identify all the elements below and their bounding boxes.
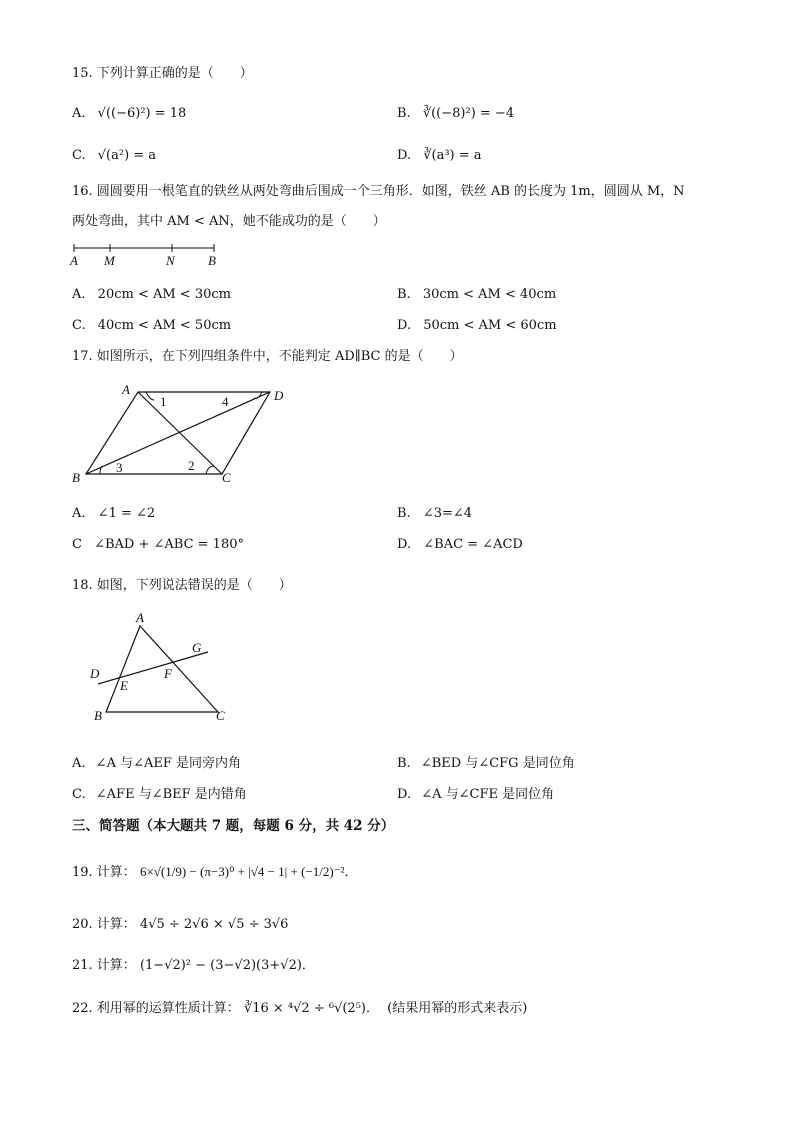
q18-triangle-figure — [84, 608, 244, 728]
angle-1-label: 1 — [160, 394, 167, 409]
option-expr: ∠A 与∠AEF 是同旁内角 — [95, 756, 242, 771]
option-expr: 30cm < AM < 40cm — [422, 287, 557, 302]
q21-expr: (1−√2)² − (3−√2)(3+√2)． — [139, 958, 315, 973]
option-label: A. — [72, 106, 86, 121]
q16-option-c[interactable] — [72, 318, 231, 334]
option-label: C. — [72, 148, 86, 163]
option-expr: ∠AFE 与∠BEF 是内错角 — [95, 787, 247, 802]
point-c: C — [216, 708, 225, 723]
point-d: D — [90, 666, 100, 681]
q21-number: 21. 计算： — [72, 958, 136, 973]
q16-stem-line1: 16. 圆圆要用一根笔直的铁丝从两处弯曲后围成一个三角形．如图，铁丝 AB 的长度为 1m，圆圆从 M，N — [72, 184, 685, 199]
vertex-d: D — [274, 388, 284, 403]
triangle-abc — [106, 626, 218, 712]
option-expr: 50cm < AM < 60cm — [423, 318, 557, 333]
q22-number: 22. 利用幂的运算性质计算： — [72, 1001, 240, 1016]
q18-option-c[interactable] — [72, 787, 247, 803]
option-expr: ∠BED 与∠CFG 是同位角 — [420, 756, 575, 771]
option-expr: ∛(a³) = a — [423, 148, 482, 163]
option-label: C. — [72, 787, 86, 802]
q22-note: (结果用幂的形式来表示) — [387, 1001, 528, 1016]
diagonal-bd — [86, 392, 270, 474]
label-n: N — [166, 253, 175, 268]
angle-3-label: 3 — [116, 460, 123, 475]
option-expr: 40cm < AM < 50cm — [97, 318, 232, 333]
q17-option-c[interactable] — [72, 537, 244, 553]
label-b: B — [208, 253, 216, 268]
vertex-a: A — [122, 382, 130, 397]
q22 — [72, 1001, 527, 1017]
section-3-title: 三、简答题（本大题共 7 题，每题 6 分，共 42 分） — [72, 818, 395, 834]
angle-4-label: 4 — [222, 394, 229, 409]
vertex-b: B — [72, 470, 80, 485]
angle-4-arc — [254, 392, 262, 398]
option-expr: ∛((−8)²) = −4 — [422, 106, 515, 121]
option-label: B. — [397, 106, 411, 121]
point-f: F — [164, 666, 172, 681]
option-expr: ∠BAD + ∠ABC = 180° — [94, 537, 244, 552]
point-b: B — [94, 708, 102, 723]
q18-option-d[interactable] — [397, 787, 554, 803]
option-expr: √((−6)²) = 18 — [97, 106, 187, 121]
q17-stem: 17. 如图所示，在下列四组条件中，不能判定 AD∥BC 的是（ ） — [72, 349, 463, 364]
q18-option-a[interactable] — [72, 756, 241, 772]
option-label: D. — [397, 787, 412, 802]
point-g: G — [192, 640, 202, 655]
option-expr: ∠BAC = ∠ACD — [423, 537, 523, 552]
option-label: A. — [72, 506, 86, 521]
option-expr: ∠A 与∠CFE 是同位角 — [421, 787, 555, 802]
q19-number: 19. 计算： — [72, 865, 136, 880]
q18-stem: 18. 如图，下列说法错误的是（ ） — [72, 578, 292, 593]
q17-option-d[interactable] — [397, 537, 523, 553]
q17-option-a[interactable] — [72, 506, 155, 522]
option-label: B. — [397, 287, 411, 302]
option-expr: √(a²) = a — [97, 148, 157, 163]
option-expr: ∠1 = ∠2 — [97, 506, 156, 521]
q18-option-b[interactable] — [397, 756, 575, 772]
option-label: D. — [397, 148, 412, 163]
q16-segment-figure — [66, 240, 226, 270]
q15-option-d[interactable] — [397, 148, 482, 164]
diagonal-ac — [138, 392, 222, 474]
q20-expr: 4√5 ÷ 2√6 × √5 ÷ 3√6 — [139, 917, 289, 932]
option-label: D. — [397, 537, 412, 552]
q20 — [72, 917, 288, 933]
q16-option-d[interactable] — [397, 318, 557, 334]
q22-expr: ∛16 × ⁴√2 ÷ ⁶√(2⁵)． — [243, 1001, 379, 1016]
q16-option-a[interactable] — [72, 287, 231, 303]
option-label: C — [72, 537, 82, 552]
line-dg — [98, 652, 208, 684]
q19-expr: 6×√(1/9) − (π−3)⁰ + |√4 − 1| + (−1/2)⁻²． — [139, 864, 358, 879]
q16-stem-line2: 两处弯曲，其中 AM < AN，她不能成功的是（ ） — [72, 214, 386, 229]
q15-option-b[interactable] — [397, 106, 514, 122]
vertex-c: C — [222, 470, 231, 485]
option-label: A. — [72, 756, 86, 771]
q21 — [72, 958, 315, 974]
q15-option-c[interactable] — [72, 148, 156, 164]
angle-2-arc — [206, 466, 214, 474]
q16-option-b[interactable] — [397, 287, 556, 303]
angle-1-arc — [146, 392, 154, 400]
point-a: A — [136, 610, 144, 625]
q17-parallelogram-figure — [66, 378, 306, 488]
option-label: C. — [72, 318, 86, 333]
point-e: E — [120, 678, 128, 693]
angle-2-label: 2 — [188, 458, 195, 473]
label-a: A — [70, 253, 78, 268]
q20-number: 20. 计算： — [72, 917, 136, 932]
option-label: B. — [397, 506, 411, 521]
q15-stem: 15. 下列计算正确的是（ ） — [72, 66, 253, 81]
option-expr: 20cm < AM < 30cm — [97, 287, 231, 302]
option-label: D. — [397, 318, 412, 333]
option-label: B. — [397, 756, 411, 771]
option-label: A. — [72, 287, 86, 302]
q17-option-b[interactable] — [397, 506, 472, 522]
q19 — [72, 864, 357, 881]
option-expr: ∠3=∠4 — [422, 506, 473, 521]
q15-option-a[interactable] — [72, 106, 186, 122]
label-m: M — [104, 253, 115, 268]
